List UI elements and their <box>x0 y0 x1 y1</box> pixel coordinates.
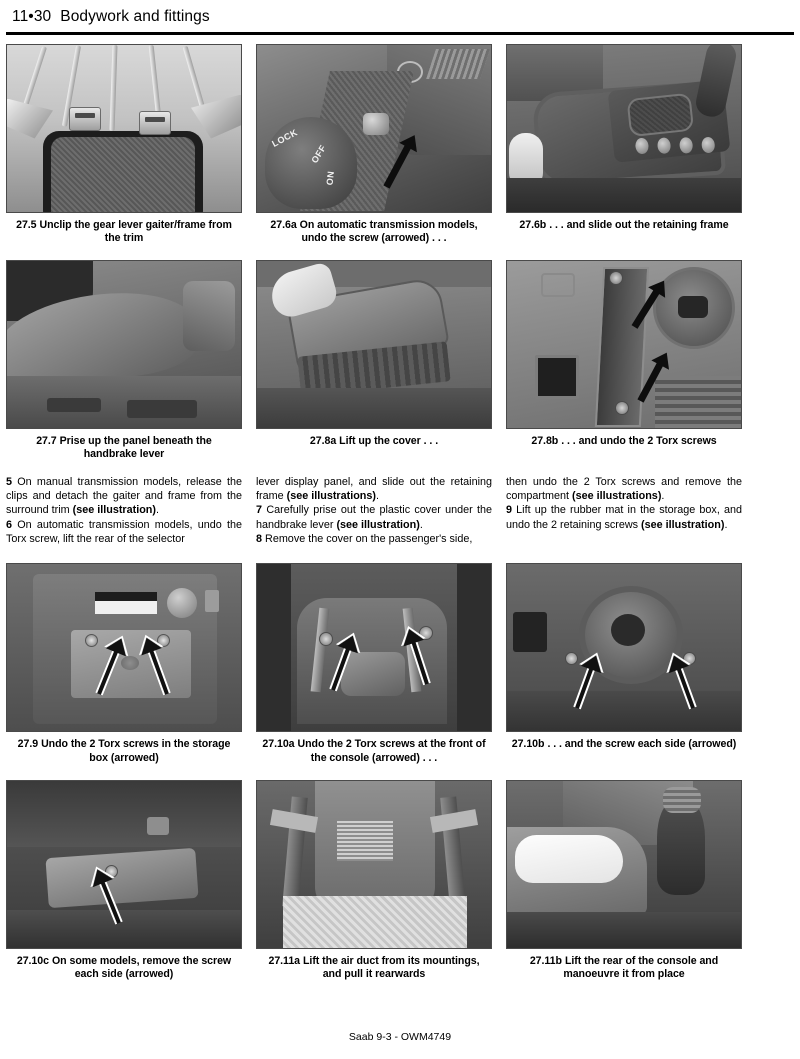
detail-grip <box>627 92 695 136</box>
figure-row-2 <box>6 260 794 462</box>
figure-number: 27.8a <box>309 434 337 447</box>
page-title: Bodywork and fittings <box>60 8 210 25</box>
retaining-clip <box>69 107 101 131</box>
figure-caption-text: Undo the 2 Torx screws at the front of the console (arrowed) . . . <box>297 738 486 765</box>
figure-image-27-11a <box>256 780 492 949</box>
see-illustration-ref: (see illustration) <box>641 518 725 531</box>
detail-floor <box>507 912 741 948</box>
figure-caption-text: . . . and slide out the retaining frame <box>549 218 729 231</box>
step-9: 9 Lift up the rubber mat in the storage box, and undo the 2 retaining screws (see illustration). <box>506 504 742 531</box>
detail-bracket <box>127 400 197 418</box>
detail-floor <box>507 691 741 731</box>
figure-number: 27.5 <box>16 218 37 231</box>
detail-carpet <box>283 896 467 948</box>
step-text: lever display panel, and slide out the retaining frame <box>256 475 492 503</box>
step-text: Remove the cover on the passenger's side, <box>265 533 473 546</box>
detail-button <box>701 136 716 153</box>
figure-image-27-8a <box>256 260 492 429</box>
figure-image-27-6b <box>506 44 742 213</box>
step-text: On automatic transmission models, undo the Torx screw, lift the rear of the selector <box>6 518 243 546</box>
figure-number: 27.10c <box>16 954 49 967</box>
see-illustration-ref: (see illustrations) <box>572 490 662 503</box>
detail-shadow <box>257 564 291 731</box>
figure-caption-text: Lift the rear of the console and manoeuvre it from place <box>563 954 719 981</box>
figure-caption-text: Lift the air duct from its mountings, and pull it rearwards <box>303 954 480 981</box>
page-number: 11•30 <box>12 8 52 25</box>
figure-caption-text: Lift up the cover . . . <box>339 434 439 447</box>
step-5 <box>6 475 242 518</box>
figure-caption-27-11b <box>506 949 742 982</box>
figure-row-3 <box>6 563 794 765</box>
body-column-3 <box>506 475 742 547</box>
figure-caption-27-7 <box>6 429 242 462</box>
step-6 <box>6 518 242 547</box>
step-7: 7 Carefully prise out the plastic cover under the handbrake lever (see illustration). <box>256 504 492 531</box>
torx-screw <box>609 271 623 285</box>
detail-floor <box>7 376 241 428</box>
detail-clip <box>205 590 219 612</box>
detail-knob <box>167 588 197 618</box>
step-6-continued: lever display panel, and slide out the retaining frame (see illustrations). <box>256 475 492 503</box>
figure-cell-27-9 <box>6 563 242 765</box>
figure-cell-27-10b <box>506 563 742 752</box>
figure-row-1 <box>6 44 794 246</box>
figure-image-27-11b <box>506 780 742 949</box>
figure-number: 27.9 <box>17 738 39 751</box>
figure-caption-27-6a <box>256 213 492 246</box>
step-text: Lift up the rubber mat in the storage box, and undo the 2 retaining screws <box>506 504 742 531</box>
figure-number: 27.6b <box>519 218 547 231</box>
screw <box>565 652 578 665</box>
figure-caption-text: On automatic transmission models, undo the screw (arrowed) . . . <box>299 218 478 245</box>
centre-console <box>507 827 647 915</box>
figure-caption-text: . . . and undo the 2 Torx screws <box>561 434 717 447</box>
step-number: 7 <box>256 504 263 517</box>
figure-caption-27-10a <box>256 732 492 765</box>
detail-mount <box>430 809 478 833</box>
figure-caption-27-8a <box>256 429 492 449</box>
body-text <box>6 475 794 547</box>
see-illustration-ref: (see illustration) <box>336 518 420 531</box>
detail-label <box>337 821 393 861</box>
page-header <box>6 0 794 26</box>
detail-foam-pad <box>51 137 195 213</box>
detail-aperture <box>535 355 579 399</box>
dial-label-off: OFF <box>309 142 329 165</box>
detail-mat <box>655 376 741 428</box>
detail-connector <box>513 612 547 652</box>
figure-number: 27.11b <box>529 954 562 967</box>
figure-image-27-9 <box>6 563 242 732</box>
figure-cell-27-6b <box>506 44 742 233</box>
dial-label-on: ON <box>324 169 336 186</box>
step-number: 8 <box>256 533 263 546</box>
detail-bracket <box>47 398 101 412</box>
figure-cell-27-10c <box>6 780 242 982</box>
mounting-bracket <box>45 847 198 907</box>
step-8 <box>256 532 492 546</box>
figure-cell-27-7 <box>6 260 242 462</box>
detail-trim-edge <box>183 281 235 351</box>
detail-knurled-surface <box>426 49 490 79</box>
step-number: 9 <box>506 504 513 517</box>
detail-card <box>95 592 157 614</box>
figure-caption-text: Undo the 2 Torx screws in the storage box (arrowed) <box>41 738 231 765</box>
gear-knob <box>663 787 701 813</box>
figure-cell-27-8a <box>256 260 492 449</box>
step-number: 6 <box>6 518 13 531</box>
air-duct <box>315 781 435 913</box>
figure-image-27-6a <box>256 44 492 213</box>
detail-mount <box>270 809 318 833</box>
figure-cell-27-10a <box>256 563 492 765</box>
figure-caption-27-11a <box>256 949 492 982</box>
detail-button <box>657 137 672 154</box>
selector-lever <box>693 44 738 119</box>
ignition-dial <box>265 117 357 209</box>
figure-caption-text: On some models, remove the screw each side (arrowed) <box>51 954 232 981</box>
gear-lever-gaiter <box>657 799 705 895</box>
body-column-2 <box>256 475 492 547</box>
step-text: then undo the 2 Torx screws and remove the compartment <box>506 475 742 503</box>
figure-number: 27.10a <box>262 738 295 751</box>
detail-clip <box>147 817 169 835</box>
detail-recess <box>541 273 575 297</box>
see-illustration-ref: (see illustrations) <box>286 490 377 503</box>
figure-number: 27.7 <box>36 434 57 447</box>
figure-image-27-10c <box>6 780 242 949</box>
figure-cell-27-11b <box>506 780 742 982</box>
detail-shadow <box>457 564 491 731</box>
figure-caption-27-10c <box>6 949 242 982</box>
figure-image-27-5 <box>6 44 242 213</box>
detail-lower-trim <box>507 178 741 212</box>
detail-floor <box>257 388 491 428</box>
figure-number: 27.11a <box>268 954 301 967</box>
header-divider <box>6 32 794 35</box>
figure-caption-27-5 <box>6 213 242 246</box>
ignition-barrel <box>653 267 735 349</box>
figure-image-27-7 <box>6 260 242 429</box>
figure-number: 27.6a <box>270 218 297 231</box>
torx-screw <box>615 401 629 415</box>
figure-caption-27-6b <box>506 213 742 233</box>
dial-label-lock: LOCK <box>270 126 300 149</box>
step-number: 5 <box>6 475 13 488</box>
page-footer: Saab 9-3 - OWM4749 <box>348 1031 452 1043</box>
detail-button <box>635 137 650 154</box>
detail-keyhole <box>678 296 708 318</box>
figure-image-27-10b <box>506 563 742 732</box>
figure-caption-text: . . . and the screw each side (arrowed) <box>547 738 737 751</box>
figure-caption-text: Unclip the gear lever gaiter/frame from the trim <box>39 218 232 245</box>
figure-cell-27-8b <box>506 260 742 449</box>
figure-caption-27-9 <box>6 732 242 765</box>
figure-number: 27.8b <box>531 434 559 447</box>
figure-image-27-8b <box>506 260 742 429</box>
step-text: Carefully prise out the plastic cover under the handbrake lever <box>256 504 492 531</box>
retaining-clip <box>139 111 171 135</box>
figure-row-4 <box>6 780 794 982</box>
detail-mechanism <box>341 652 405 696</box>
target-screw <box>363 113 389 135</box>
detail-shadow <box>7 781 241 847</box>
figure-caption-27-10b <box>506 732 742 752</box>
detail-floor <box>7 910 241 948</box>
see-illustration-ref: (see illustration) <box>72 504 157 517</box>
figure-cell-27-5 <box>6 44 242 246</box>
figure-image-27-10a <box>256 563 492 732</box>
figure-cell-27-11a <box>256 780 492 982</box>
body-column-1 <box>6 475 242 547</box>
step-text: On manual transmission models, release the clips and detach the gaiter and frame from the surround trim (see illustration). <box>6 475 243 517</box>
detail-inner-ring <box>611 614 645 646</box>
detail-pad <box>515 835 623 883</box>
detail-button <box>679 136 694 153</box>
figure-cell-27-6a <box>256 44 492 246</box>
figure-caption-27-8b <box>506 429 742 449</box>
figure-caption-text: Prise up the panel beneath the handbrake lever <box>59 434 212 461</box>
figure-number: 27.10b <box>511 738 545 751</box>
step-8-continued: then undo the 2 Torx screws and remove the compartment (see illustrations). <box>506 475 742 503</box>
